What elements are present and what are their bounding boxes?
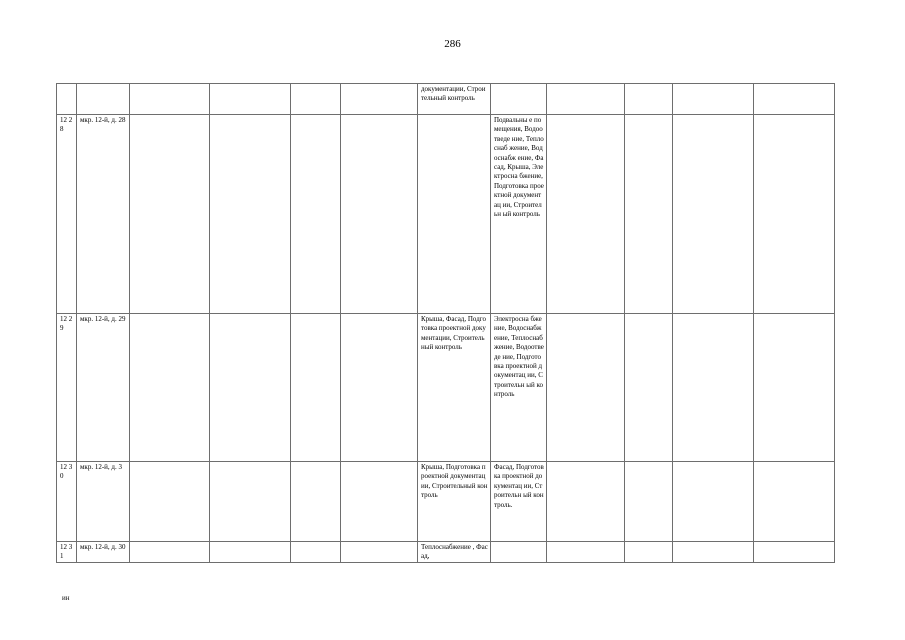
row-number-cell xyxy=(57,84,77,115)
empty-cell xyxy=(754,115,835,314)
table-row xyxy=(57,115,835,314)
empty-cell xyxy=(754,314,835,462)
empty-cell xyxy=(547,542,625,563)
address-cell: мкр. 12-й, д. 30 xyxy=(77,542,130,563)
works-cell: документации, Строительный контроль xyxy=(418,84,491,115)
empty-cell xyxy=(625,462,673,542)
empty-cell xyxy=(673,84,754,115)
empty-cell xyxy=(291,84,341,115)
empty-cell xyxy=(130,314,210,462)
row-number-cell: 12 28 xyxy=(57,115,77,314)
empty-cell xyxy=(210,462,291,542)
empty-cell xyxy=(341,542,418,563)
table-row xyxy=(57,84,835,115)
empty-cell xyxy=(210,314,291,462)
empty-cell xyxy=(210,542,291,563)
empty-cell xyxy=(547,314,625,462)
empty-cell xyxy=(673,314,754,462)
empty-cell xyxy=(291,542,341,563)
footer-note: ин xyxy=(62,594,70,602)
empty-cell xyxy=(130,462,210,542)
works-cell xyxy=(491,84,547,115)
row-number-cell: 12 31 xyxy=(57,542,77,563)
empty-cell xyxy=(210,84,291,115)
empty-cell xyxy=(291,462,341,542)
works-cell: Крыша, Подготовка проектной документации, Строительный контроль xyxy=(418,462,491,542)
empty-cell xyxy=(341,84,418,115)
empty-cell xyxy=(625,84,673,115)
address-cell: мкр. 12-й, д. 29 xyxy=(77,314,130,462)
empty-cell xyxy=(130,542,210,563)
empty-cell xyxy=(754,84,835,115)
empty-cell xyxy=(673,462,754,542)
empty-cell xyxy=(547,462,625,542)
works-cell: Теплоснабжение , Фасад, xyxy=(418,542,491,563)
works-table xyxy=(56,83,835,563)
empty-cell xyxy=(673,115,754,314)
empty-cell xyxy=(625,314,673,462)
table-row xyxy=(57,314,835,462)
works-cell: Электросна бжение, Водоснабж ение, Теплоснаб жение, Водоотведе ние, Подготовка проектной документац ии, Строительн ый контроль xyxy=(491,314,547,462)
works-cell xyxy=(491,542,547,563)
address-cell: мкр. 12-й, д. 3 xyxy=(77,462,130,542)
empty-cell xyxy=(754,462,835,542)
works-cell: Подвальны е помещения, Водоотведе ние, Теплоснаб жение, Водоснабж ение, Фасад, Крыша, Электросна бжение, Подготовка проектной документац ии, Строительн ый контроль xyxy=(491,115,547,314)
table-row xyxy=(57,462,835,542)
empty-cell xyxy=(673,542,754,563)
empty-cell xyxy=(341,314,418,462)
works-cell: Фасад, Подготовка проектной документац ии, Строительн ый контроль. xyxy=(491,462,547,542)
works-cell xyxy=(418,115,491,314)
empty-cell xyxy=(625,542,673,563)
empty-cell xyxy=(210,115,291,314)
empty-cell xyxy=(341,462,418,542)
address-cell: мкр. 12-й, д. 28 xyxy=(77,115,130,314)
empty-cell xyxy=(130,115,210,314)
empty-cell xyxy=(341,115,418,314)
row-number-cell: 12 29 xyxy=(57,314,77,462)
empty-cell xyxy=(291,314,341,462)
address-cell xyxy=(77,84,130,115)
empty-cell xyxy=(754,542,835,563)
empty-cell xyxy=(547,115,625,314)
table-row xyxy=(57,542,835,563)
empty-cell xyxy=(130,84,210,115)
row-number-cell: 12 30 xyxy=(57,462,77,542)
page-number: 286 xyxy=(444,38,461,50)
empty-cell xyxy=(291,115,341,314)
works-cell: Крыша, Фасад, Подготовка проектной документации, Строительный контроль xyxy=(418,314,491,462)
empty-cell xyxy=(547,84,625,115)
empty-cell xyxy=(625,115,673,314)
